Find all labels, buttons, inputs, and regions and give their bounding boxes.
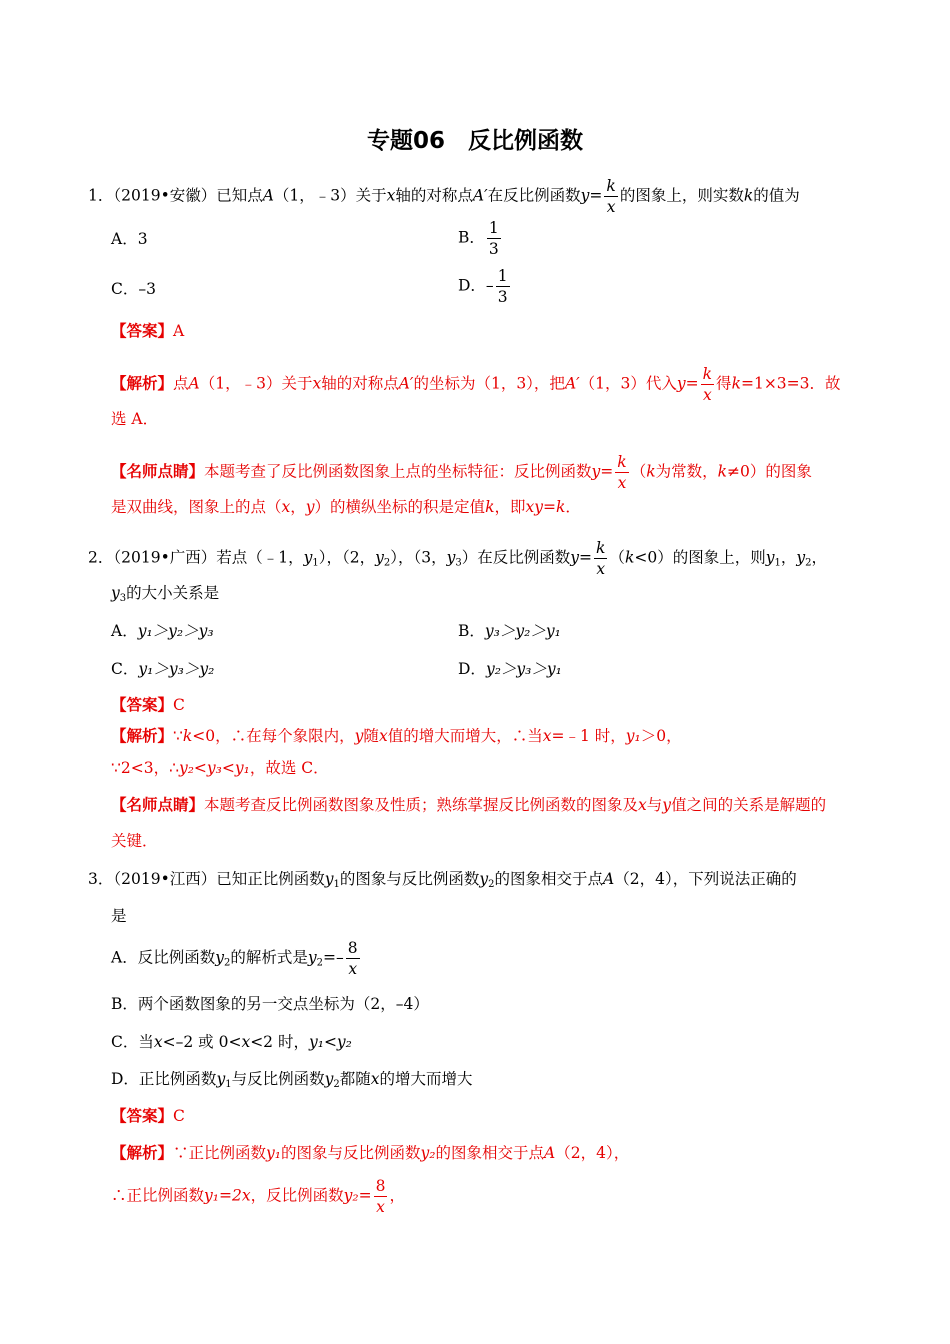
analysis-text: ∵ [173,727,183,745]
q3-option-a [111,938,362,979]
option-text: A．反比例函数 [111,948,216,967]
option-text: 的增大而增大 [379,1070,473,1088]
option-text: 的解析式是 [230,948,308,967]
subscript: 1 [774,557,781,569]
option-text: <2 时， [250,1033,309,1051]
tip-var: y [662,796,672,814]
fraction-numerator: 8 [347,939,358,957]
q3-analysis-line2 [111,1176,405,1217]
analysis-var: A [188,374,200,393]
q3-var: A [603,870,615,888]
subscript: 2 [383,557,391,569]
analysis-text: <0，∴在每个象限内， [192,727,355,745]
q1-answer [111,320,184,342]
q1-stem-text: 的图象上，则实数 [619,186,744,205]
q2-var: y [446,548,456,567]
tip-tag: 【名师点睛】 [111,461,205,481]
answer-value: C [173,696,185,714]
option-label: A． [111,622,138,640]
q3-option-c [111,1031,352,1053]
q3-option-a-fraction [346,938,360,979]
analysis-text: ，反比例函数 [250,1186,344,1205]
q2-stem [88,538,827,579]
analysis-text: 的坐标为（1，3），把 [413,374,565,393]
q3-var: y [324,870,334,888]
q2-var: y= [570,548,593,567]
q2-var: y [796,548,806,567]
q1-tip [111,452,812,493]
option-text: y₁＞y₃＞y₂ [138,660,215,678]
fraction-denominator: x [348,960,358,978]
tip-text: 是双曲线，图象上的点（ [111,498,282,516]
analysis-text: ＞0， [640,727,682,745]
q2-analysis-line2 [111,757,329,779]
q1-fraction [604,176,617,217]
tip-text: ≠0）的图象 [727,462,812,481]
fraction-denominator: x [617,474,627,492]
q1-option-d-fraction [496,266,510,307]
q3-stem-text: 的图象与反比例函数 [339,870,480,888]
analysis-var: y₁=2x [204,1186,251,1205]
analysis-var: y₁ [625,727,641,745]
subscript: 2 [316,957,323,969]
tip-var: k [717,462,728,481]
option-text: =– [323,948,344,967]
analysis-var: A [544,1144,556,1162]
q2-stem-text: ， [811,548,828,567]
q2-answer [111,694,185,716]
analysis-var: y= [676,374,699,393]
q1-var: x [386,186,396,205]
q1-number: 1． [88,186,114,205]
tip-text: （ [630,462,647,481]
q2-stem-text: <0）的图象上，则 [634,548,766,567]
q3-answer [111,1105,185,1127]
tip-text: 本题考查了反比例函数图象上点的坐标特征：反比例函数 [204,462,592,481]
analysis-var: y [354,727,364,745]
q2-option-a [111,620,214,642]
q2-stem-text: （ [609,548,625,567]
subscript: 2 [333,1079,340,1090]
q3-stem-text: （2019•江西）已知正比例函数 [113,870,325,888]
q3-option-b: B．两个函数图象的另一交点坐标为（2，–4） [111,995,429,1013]
q3-option-d [111,1068,473,1096]
subscript: 1 [312,557,319,569]
tip-text: 值之间的关系是解题的 [671,796,827,814]
fraction-denominator: x [702,386,712,404]
q2-stem-text: ），（3， [390,548,447,567]
q2-stem-text: （2019•广西）若点（﹣1， [113,548,304,567]
tip-var: y= [591,462,614,481]
analysis-tag: 【解析】 [111,726,174,745]
q2-var: y [765,548,775,567]
tip-var: xy=k [525,498,566,516]
tip-text: 本题考查反比例函数图象及性质；熟练掌握反比例函数的图象及 [204,796,639,814]
analysis-var: y₁ [266,1144,282,1162]
subscript: 1 [333,879,340,890]
analysis-var: A′ [564,374,580,393]
option-text: 都随 [339,1070,371,1088]
option-text: y₂＞y₃＞y₁ [485,660,562,678]
q1-stem-text: 在反比例函数 [487,186,581,205]
q2-option-d [458,658,562,680]
analysis-text: ∵正比例函数 [173,1144,267,1162]
q2-stem-text: ， [780,548,797,567]
fraction-denominator: 3 [488,240,499,258]
analysis-text: ∵2<3，∴ [111,759,179,777]
q1-analysis-fraction [701,364,714,405]
tip-text: 为常数， [655,462,718,481]
q1-stem-text: 轴的对称点 [395,186,473,205]
q2-var: k [624,548,635,567]
analysis-text: ∴正比例函数 [111,1186,205,1205]
q2-option-b [458,620,561,642]
q1-stem-text: （1，﹣3）关于 [273,186,387,205]
q1-stem-text: 的值为 [753,186,800,205]
analysis-var: x [542,727,552,745]
option-text: 与反比例函数 [231,1070,325,1088]
analysis-text: 的图象相交于点 [435,1144,545,1162]
tip-var: x [638,796,647,814]
q3-stem-text: 的图象相交于点 [494,870,604,888]
option-var: y [324,1070,334,1088]
q1-option-b-fraction [487,218,501,259]
option-text: y₁＞y₂＞y₃ [137,622,214,640]
q2-var: y [303,548,313,567]
analysis-text: ， [389,1186,405,1205]
option-text: C．当 [111,1033,154,1051]
option-var: x [370,1070,380,1088]
q1-tip-fraction [615,452,628,493]
option-label: D． [458,660,486,678]
fraction-denominator: x [376,1198,385,1216]
analysis-text: 得 [716,374,732,393]
option-var: y₁<y₂ [308,1033,352,1051]
analysis-text: =1×3=3．故 [740,374,841,393]
answer-tag: 【答案】 [111,695,174,714]
analysis-text: 值的增大而增大，∴当 [387,727,543,745]
tip-text: 与 [646,796,663,814]
fraction-denominator: 3 [497,288,508,306]
q3-stem [88,868,797,896]
answer-value: A [173,322,185,340]
analysis-var: y₂ [420,1144,436,1162]
q1-tip-line2 [111,496,581,518]
analysis-var: k [182,727,193,745]
fraction-numerator: 8 [375,1177,386,1195]
option-var: x [241,1033,251,1051]
q1-var: y= [580,186,603,205]
answer-value: C [173,1107,185,1125]
analysis-text: 点 [173,374,189,393]
tip-text: ，即 [494,498,526,516]
analysis-var: x [312,374,322,393]
q2-number: 2． [88,548,114,567]
analysis-text: 随 [363,727,379,745]
tip-var: k [485,498,495,516]
q2-stem-text: 的大小关系是 [126,584,220,602]
q2-var: y [111,584,120,602]
answer-tag: 【答案】 [111,321,174,340]
q2-tip-line2: 关键． [111,832,158,850]
option-text: D．正比例函数 [111,1070,217,1088]
q1-option-c: C．–3 [111,280,156,298]
fraction-numerator: k [702,365,713,383]
fraction-numerator: k [606,177,616,195]
subscript: 3 [119,593,127,604]
analysis-var: y₂<y₃<y₁ [178,759,250,777]
q2-analysis [111,725,682,747]
analysis-var: x [378,727,388,745]
analysis-text: （2，4）， [555,1144,630,1162]
subscript: 2 [805,557,812,569]
option-text: <–2 或 0< [162,1033,242,1051]
subscript: 3 [455,557,462,569]
q3-number: 3． [88,870,114,888]
q1-var: A [262,186,274,205]
analysis-text: 轴的对称点 [321,374,399,393]
option-var: y [215,948,224,967]
q2-stem-text: ），（2， [318,548,376,567]
option-var: y [307,948,317,967]
page-title: 专题06 反比例函数 [366,128,583,154]
tip-tag: 【名师点睛】 [111,795,205,814]
analysis-text: 的图象与反比例函数 [281,1144,421,1162]
option-text: y₃＞y₂＞y₁ [484,622,561,640]
option-label: C． [111,660,139,678]
subscript: 2 [223,957,231,969]
subscript: 2 [488,879,495,890]
option-label: B． [458,622,485,640]
tip-var: y [305,498,315,516]
q2-stem-text: ）在反比例函数 [461,548,571,567]
fraction-denominator: x [596,560,606,578]
analysis-text: ，故选 C． [249,759,329,777]
q2-option-c [111,658,214,680]
answer-tag: 【答案】 [111,1106,174,1125]
fraction-numerator: k [596,539,606,557]
q1-analysis-line2: 选 A． [111,410,159,428]
analysis-tag: 【解析】 [111,1143,174,1162]
analysis-var: A′ [398,374,414,393]
q2-stem-line2 [111,582,219,610]
q1-analysis [111,364,841,405]
q1-option-a: A．3 [111,230,148,248]
q1-option-b [458,218,503,259]
tip-text: ）的横纵坐标的积是定值 [314,498,486,516]
analysis-tag: 【解析】 [111,373,174,393]
q1-stem-text: （2019•安徽）已知点 [113,186,263,205]
q2-tip [111,794,826,816]
analysis-text: （1，﹣3）关于 [199,374,313,393]
q1-stem [88,176,800,217]
q3-stem-text: （2，4），下列说法正确的 [614,870,797,888]
tip-text: ， [290,498,306,516]
q3-analysis-fraction [374,1176,388,1217]
analysis-var: y₂= [343,1186,372,1205]
option-label: B． [458,228,485,247]
option-var: y [216,1070,226,1088]
analysis-var: k [731,374,741,393]
tip-var: k [646,462,656,481]
tip-var: x [281,498,291,516]
analysis-text: （1，3）代入 [579,374,677,393]
q1-var: k [743,186,754,205]
option-var: x [153,1033,163,1051]
option-label: D．– [458,276,494,295]
fraction-numerator: 1 [488,219,499,237]
tip-text: ． [565,498,581,516]
q2-fraction [594,538,607,579]
q3-stem-line2: 是 [111,907,127,925]
analysis-text: =﹣1 时， [551,727,626,745]
q3-var: y [479,870,489,888]
q1-var: A′ [472,186,488,205]
q2-var: y [375,548,384,567]
fraction-numerator: k [617,453,627,471]
fraction-numerator: 1 [497,267,508,285]
fraction-denominator: x [606,198,616,216]
q1-option-d [458,266,512,307]
q3-analysis [111,1142,629,1164]
subscript: 1 [225,1079,232,1090]
